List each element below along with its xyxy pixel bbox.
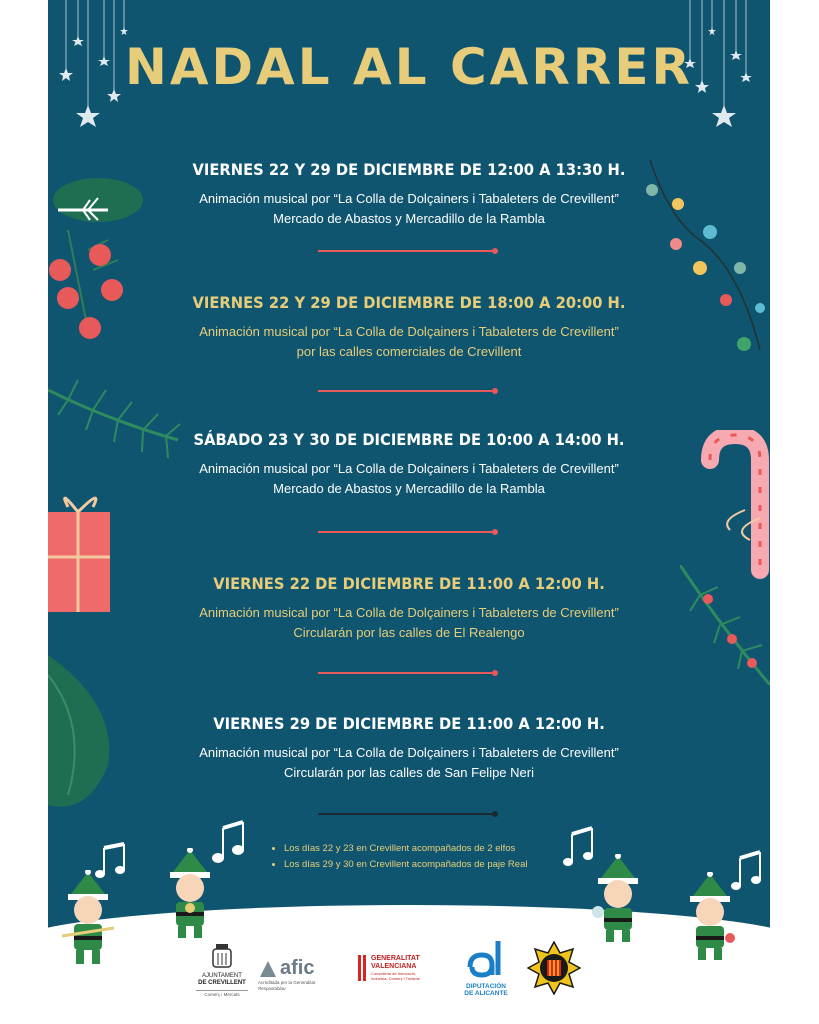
event-heading: VIERNES 29 DE DICIEMBRE DE 11:00 A 12:00 H. [213,714,605,733]
poster [48,0,770,1012]
separator [318,531,498,533]
diputacion-mark-icon [466,939,506,979]
event-description [108,322,710,362]
page-title: NADAL AL CARRER [124,38,694,96]
event-block [108,430,710,499]
afic-logo [258,957,340,992]
separator [318,390,498,392]
diputacion-alicante-logo [456,939,516,997]
generalitat-mark-icon [358,955,368,981]
event-block [108,714,710,783]
event-line: Animación musical por “La Colla de Dolçainers i Tabaleters de Crevillent” [199,605,619,620]
event-line: por las calles comerciales de Crevillent [296,344,522,359]
event-description [108,189,710,229]
separator [318,250,498,252]
police-badge-logo [526,941,582,999]
event-description [108,743,710,783]
event-line: Animación musical por “La Colla de Dolçainers i Tabaleters de Crevillent” [199,745,619,760]
elf-illustration [160,848,220,940]
event-line: Mercado de Abastos y Mercadillo de la Rambla [273,481,545,496]
event-heading: VIERNES 22 Y 29 DE DICIEMBRE DE 18:00 A 20:00 H. [192,293,626,312]
event-heading: VIERNES 22 Y 29 DE DICIEMBRE DE 12:00 A 13:30 H. [192,160,626,179]
afic-mark-icon [258,959,278,979]
diputacion-label: DIPUTACIÓN [466,983,506,990]
separator [318,672,498,674]
event-line: Circularán por las calles de San Felipe Neri [283,765,534,780]
elf-illustration [588,854,648,944]
note-item: • Los días 29 y 30 en Crevillent acompañados de paje Real [284,858,534,872]
afic-sub: Acreditada per la Generalitat [258,980,316,985]
afic-label: afic [280,957,315,979]
generalitat-valenciana-logo [358,955,438,981]
ajuntament-label: AJUNTAMENT [202,973,242,979]
ajuntament-sub: Comerç i Mercats [204,992,240,997]
diputacion-label: DE ALICANTE [464,990,508,997]
ajuntament-label: DE CREVILLENT [198,980,246,986]
note-item: • Los días 22 y 23 en Crevillent acompañados de 2 elfos [284,842,534,856]
generalitat-label: GENERALITAT [371,955,420,962]
event-line: Mercado de Abastos y Mercadillo de la Rambla [273,211,545,226]
event-description [108,603,710,643]
event-block [108,160,710,229]
event-line: Animación musical por “La Colla de Dolçainers i Tabaleters de Crevillent” [199,461,619,476]
generalitat-sub: Conselleria de Innovació, Indústria, Comerç i Turisme [371,971,420,981]
event-heading: SÁBADO 23 Y 30 DE DICIEMBRE DE 10:00 A 14:00 H. [193,430,625,449]
event-block [108,293,710,362]
ajuntament-crevillent-logo [192,943,252,998]
event-description [108,459,710,499]
afic-sub: Respostablau [258,986,286,991]
event-line: Circularán por las calles de El Realengo [293,625,525,640]
event-line: Animación musical por “La Colla de Dolçainers i Tabaleters de Crevillent” [199,324,619,339]
coat-of-arms-icon [211,943,233,969]
separator [318,813,498,815]
notes-list [274,842,534,874]
event-line: Animación musical por “La Colla de Dolçainers i Tabaleters de Crevillent” [199,191,619,206]
event-block [108,574,710,643]
event-heading: VIERNES 22 DE DICIEMBRE DE 11:00 A 12:00 H. [213,574,605,593]
generalitat-label: VALENCIANA [371,963,417,970]
police-star-badge-icon [527,941,581,995]
sponsor-logos [48,935,770,1015]
